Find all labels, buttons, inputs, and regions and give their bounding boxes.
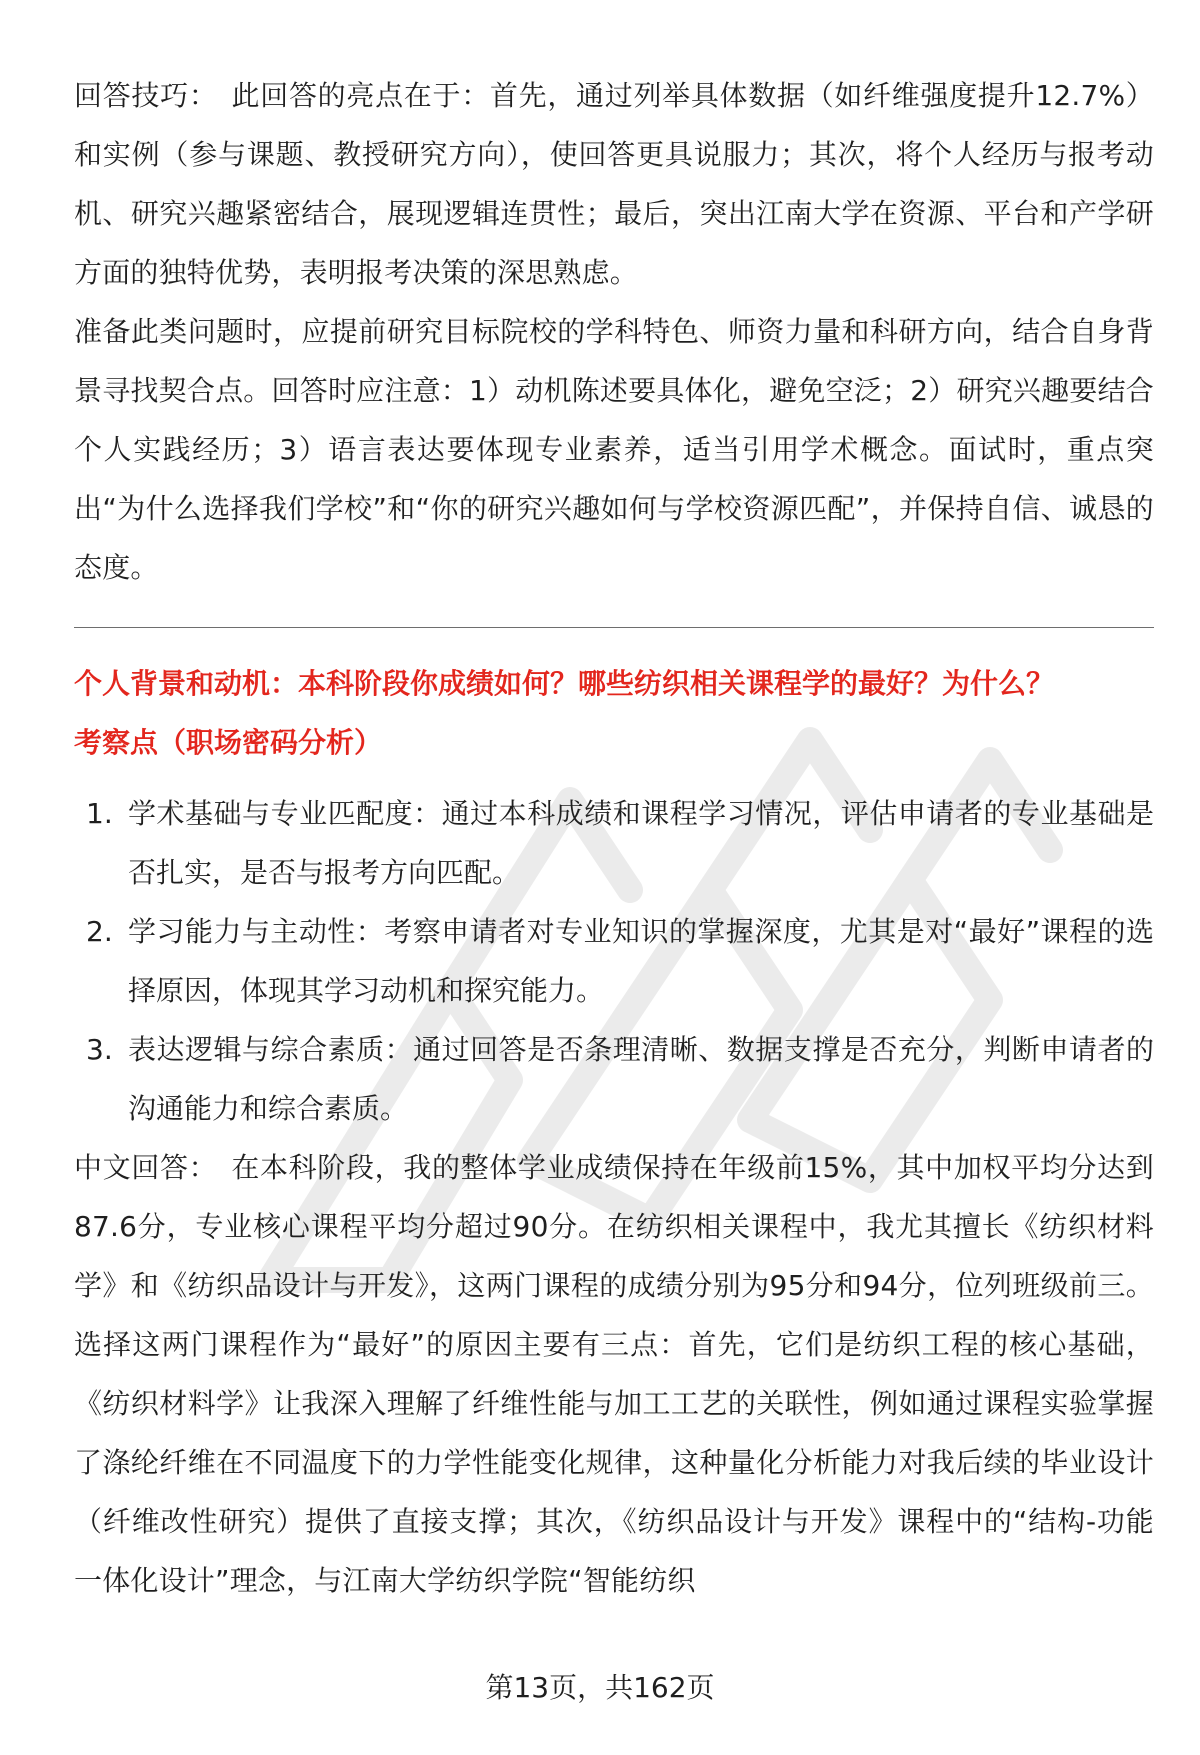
list-item <box>74 902 1154 1020</box>
list-item-text: 学术基础与专业匹配度：通过本科成绩和课程学习情况，评估申请者的专业基础是否扎实，是否与报考方向匹配。 <box>128 797 1154 889</box>
list-item-number: 2. <box>86 915 113 948</box>
list-item-text: 表达逻辑与综合素质：通过回答是否条理清晰、数据支撑是否充分，判断申请者的沟通能力和综合素质。 <box>128 1033 1154 1125</box>
answer-tip-paragraph <box>74 66 1154 302</box>
focus-heading: 考察点（职场密码分析） <box>74 726 383 759</box>
answer-tip-label: 回答技巧： <box>74 79 218 112</box>
chinese-answer-label: 中文回答： <box>74 1151 218 1184</box>
focus-points-list <box>74 784 1154 1138</box>
preparation-paragraph: 准备此类问题时，应提前研究目标院校的学科特色、师资力量和科研方向，结合自身背景寻找契合点。回答时应注意：1）动机陈述要具体化，避免空泛；2）研究兴趣要结合个人实践经历；3）语言表达要体现专业素养，适当引用学术概念。面试时，重点突出“为什么选择我们学校”和“你的研究兴趣如何与学校资源匹配”，并保持自信、诚恳的态度。 <box>74 315 1154 584</box>
list-item <box>74 1020 1154 1138</box>
list-item-number: 1. <box>86 797 113 830</box>
list-item <box>74 784 1154 902</box>
chinese-answer-text: 在本科阶段，我的整体学业成绩保持在年级前15%，其中加权平均分达到87.6分，专业核心课程平均分超过90分。在纺织相关课程中，我尤其擅长《纺织材料学》和《纺织品设计与开发》，这两门课程的成绩分别为95分和94分，位列班级前三。选择这两门课程作为“最好”的原因主要有三点：首先，它们是纺织工程的核心基础，《纺织材料学》让我深入理解了纤维性能与加工工艺的关联性，例如通过课程实验掌握了涤纶纤维在不同温度下的力学性能变化规律，这种量化分析能力对我后续的毕业设计（纤维改性研究）提供了直接支撑；其次，《纺织品设计与开发》课程中的“结构-功能一体化设计”理念，与江南大学纺织学院“智能纺织 <box>74 1151 1154 1597</box>
page-number-footer: 第13页，共162页 <box>485 1671 715 1704</box>
answer-tip-text: 此回答的亮点在于：首先，通过列举具体数据（如纤维强度提升12.7%）和实例（参与课题、教授研究方向），使回答更具说服力；其次，将个人经历与报考动机、研究兴趣紧密结合，展现逻辑连贯性；最后，突出江南大学在资源、平台和产学研方面的独特优势，表明报考决策的深思熟虑。 <box>74 79 1154 289</box>
list-item-text: 学习能力与主动性：考察申请者对专业知识的掌握深度，尤其是对“最好”课程的选择原因，体现其学习动机和探究能力。 <box>128 915 1154 1007</box>
question-heading: 个人背景和动机：本科阶段你成绩如何？哪些纺织相关课程学的最好？为什么？ <box>74 667 1055 700</box>
chinese-answer-paragraph <box>74 1138 1154 1610</box>
section-divider <box>74 627 1154 628</box>
page-content <box>74 66 1154 1610</box>
list-item-number: 3. <box>86 1033 113 1066</box>
